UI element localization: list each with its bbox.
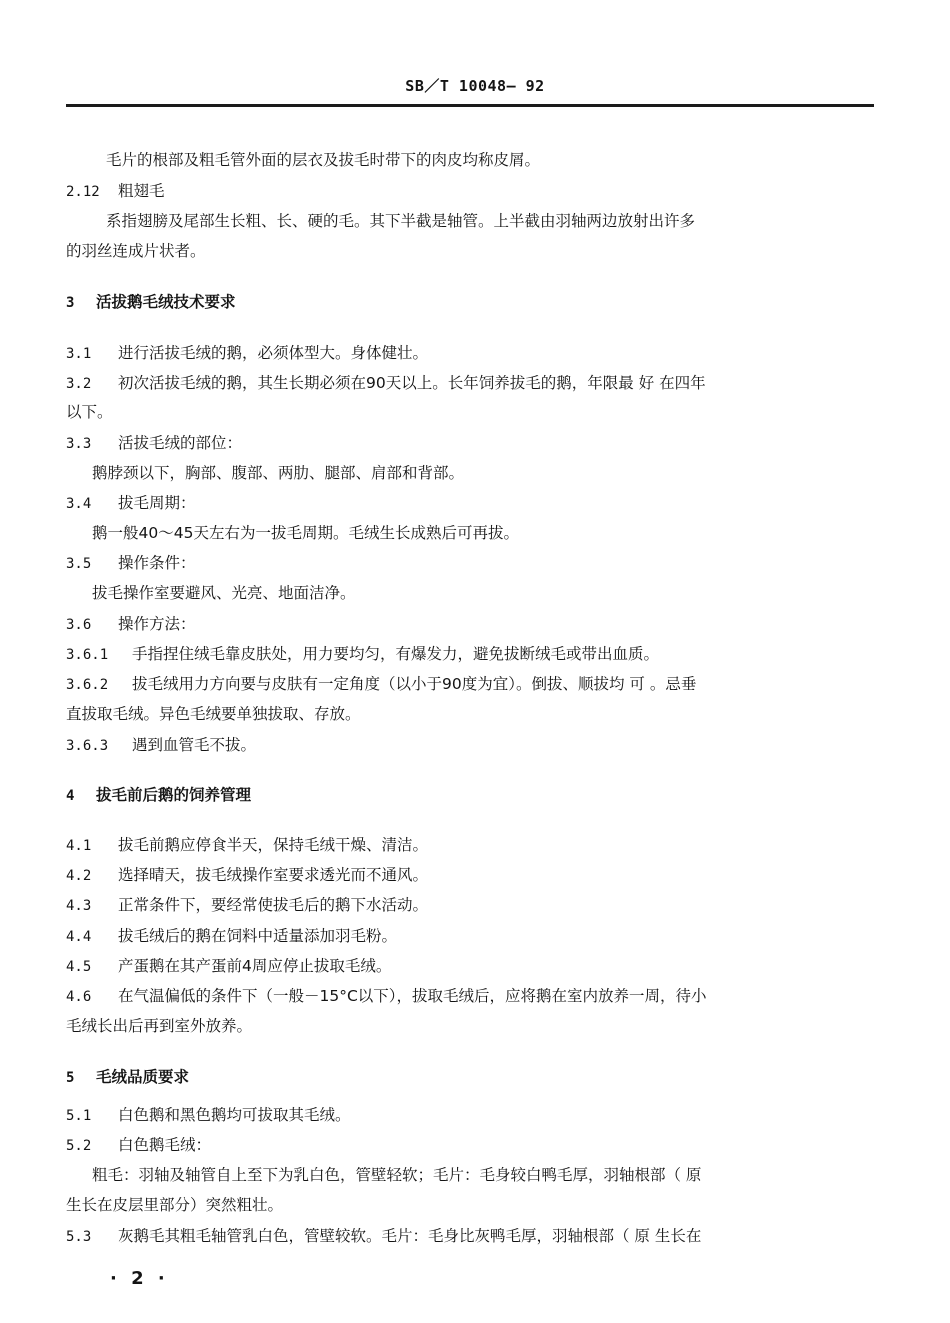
- clause-3-6-3: [66, 735, 256, 756]
- clause-text: 遇到血管毛不拔。: [132, 736, 257, 754]
- clause-number: 4.6: [66, 989, 92, 1005]
- clause-number: 4.3: [66, 898, 92, 914]
- section-heading-3: [66, 292, 236, 313]
- section-number: 3: [66, 295, 75, 311]
- clause-3-2: [66, 373, 706, 394]
- clause-2-12: [66, 181, 165, 202]
- clause-text: 正常条件下，要经常使拔毛后的鹅下水活动。: [118, 896, 429, 914]
- clause-text: 选择晴天，拔毛绒操作室要求透光而不通风。: [118, 866, 429, 884]
- clause-4-3: [66, 895, 428, 916]
- clause-text: 灰鹅毛其粗毛轴管乳白色，管壁较软。毛片：毛身比灰鸭毛厚，羽轴根部（ 原 生长在: [118, 1227, 702, 1245]
- standard-code-header: SB／T 10048— 92: [405, 77, 545, 95]
- clause-title: 操作方法：: [118, 615, 196, 633]
- clause-number: 3.3: [66, 436, 92, 452]
- clause-number: 3.1: [66, 346, 92, 362]
- clause-number: 3.5: [66, 556, 92, 572]
- clause-number: 4.1: [66, 838, 92, 854]
- section-number: 5: [66, 1070, 75, 1086]
- clause-text: 手指捏住绒毛靠皮肤处，用力要均匀，有爆发力，避免拔断绒毛或带出血质。: [132, 645, 660, 663]
- clause-number: 4.5: [66, 959, 92, 975]
- paragraph-line: 系指翅膀及尾部生长粗、长、硬的毛。其下半截是轴管。上半截由羽轴两边放射出许多: [106, 212, 696, 230]
- clause-3-3: [66, 433, 242, 454]
- clause-text: 拔毛绒后的鹅在饲料中适量添加羽毛粉。: [118, 927, 398, 945]
- clause-4-4: [66, 926, 397, 947]
- paragraph-line: 的羽丝连成片状者。: [66, 242, 206, 260]
- clause-text: 拔毛前鹅应停食半天，保持毛绒干燥、清洁。: [118, 836, 429, 854]
- section-heading-4: [66, 785, 251, 806]
- clause-3-6: [66, 614, 196, 635]
- clause-text: 白色鹅和黑色鹅均可拔取其毛绒。: [118, 1106, 351, 1124]
- clause-number: 4.2: [66, 868, 92, 884]
- clause-number: 5.2: [66, 1138, 92, 1154]
- page-number: · 2 ·: [110, 1268, 169, 1289]
- clause-number: 5.1: [66, 1108, 92, 1124]
- clause-4-2: [66, 865, 428, 886]
- header-rule: [66, 104, 874, 107]
- clause-title: 操作条件：: [118, 554, 196, 572]
- clause-3-1: [66, 343, 428, 364]
- clause-4-1: [66, 835, 428, 856]
- clause-text: 初次活拔毛绒的鹅，其生长期必须在90天以上。长年饲养拔毛的鹅，年限最 好 在四年: [118, 374, 706, 392]
- clause-number: 3.4: [66, 496, 92, 512]
- clause-number: 3.6.1: [66, 647, 109, 663]
- clause-text: 在气温偏低的条件下（一般－15°C以下），拔取毛绒后，应将鹅在室内放养一周，待小: [118, 987, 707, 1005]
- clause-3-6-2: [66, 674, 696, 695]
- clause-5-1: [66, 1105, 351, 1126]
- paragraph-line: 以下。: [66, 403, 113, 421]
- clause-4-6: [66, 986, 707, 1007]
- clause-number: 3.6.2: [66, 677, 109, 693]
- section-title: 活拔鹅毛绒技术要求: [96, 293, 236, 311]
- clause-text: 进行活拔毛绒的鹅，必须体型大。身体健壮。: [118, 344, 429, 362]
- paragraph-line: 鹅一般40～45天左右为一拔毛周期。毛绒生长成熟后可再拔。: [92, 524, 519, 542]
- clause-title: 活拔毛绒的部位：: [118, 434, 243, 452]
- clause-number: 5.3: [66, 1229, 92, 1245]
- clause-number: 4.4: [66, 929, 92, 945]
- clause-5-2: [66, 1135, 211, 1156]
- clause-3-6-1: [66, 644, 659, 665]
- clause-4-5: [66, 956, 391, 977]
- clause-number: 2.12: [66, 184, 100, 200]
- paragraph-line: 毛片的根部及粗毛管外面的层衣及拔毛时带下的肉皮均称皮屑。: [106, 151, 541, 169]
- clause-title: 拔毛周期：: [118, 494, 196, 512]
- section-heading-5: [66, 1067, 189, 1088]
- clause-number: 3.6: [66, 617, 92, 633]
- clause-number: 3.2: [66, 376, 92, 392]
- paragraph-line: 拔毛操作室要避风、光亮、地面洁净。: [92, 584, 356, 602]
- paragraph-line: 粗毛：羽轴及轴管自上至下为乳白色，管壁轻软；毛片：毛身较白鸭毛厚，羽轴根部（ 原: [92, 1166, 702, 1184]
- clause-text: 产蛋鹅在其产蛋前4周应停止拔取毛绒。: [118, 957, 392, 975]
- clause-title: 粗翅毛: [118, 182, 165, 200]
- section-title: 拔毛前后鹅的饲养管理: [96, 786, 252, 804]
- clause-number: 3.6.3: [66, 738, 109, 754]
- clause-3-4: [66, 493, 196, 514]
- section-title: 毛绒品质要求: [96, 1068, 190, 1086]
- paragraph-line: 鹅脖颈以下，胸部、腹部、两肋、腿部、肩部和背部。: [92, 464, 465, 482]
- paragraph-line: 生长在皮层里部分）突然粗壮。: [66, 1196, 284, 1214]
- paragraph-line: 直拔取毛绒。异色毛绒要单独拔取、存放。: [66, 705, 361, 723]
- clause-text: 拔毛绒用力方向要与皮肤有一定角度（以小于90度为宜）。倒拔、顺拔均 可 。忌垂: [132, 675, 697, 693]
- clause-title: 白色鹅毛绒：: [118, 1136, 212, 1154]
- section-number: 4: [66, 788, 75, 804]
- clause-5-3: [66, 1226, 701, 1247]
- paragraph-line: 毛绒长出后再到室外放养。: [66, 1017, 253, 1035]
- clause-3-5: [66, 553, 196, 574]
